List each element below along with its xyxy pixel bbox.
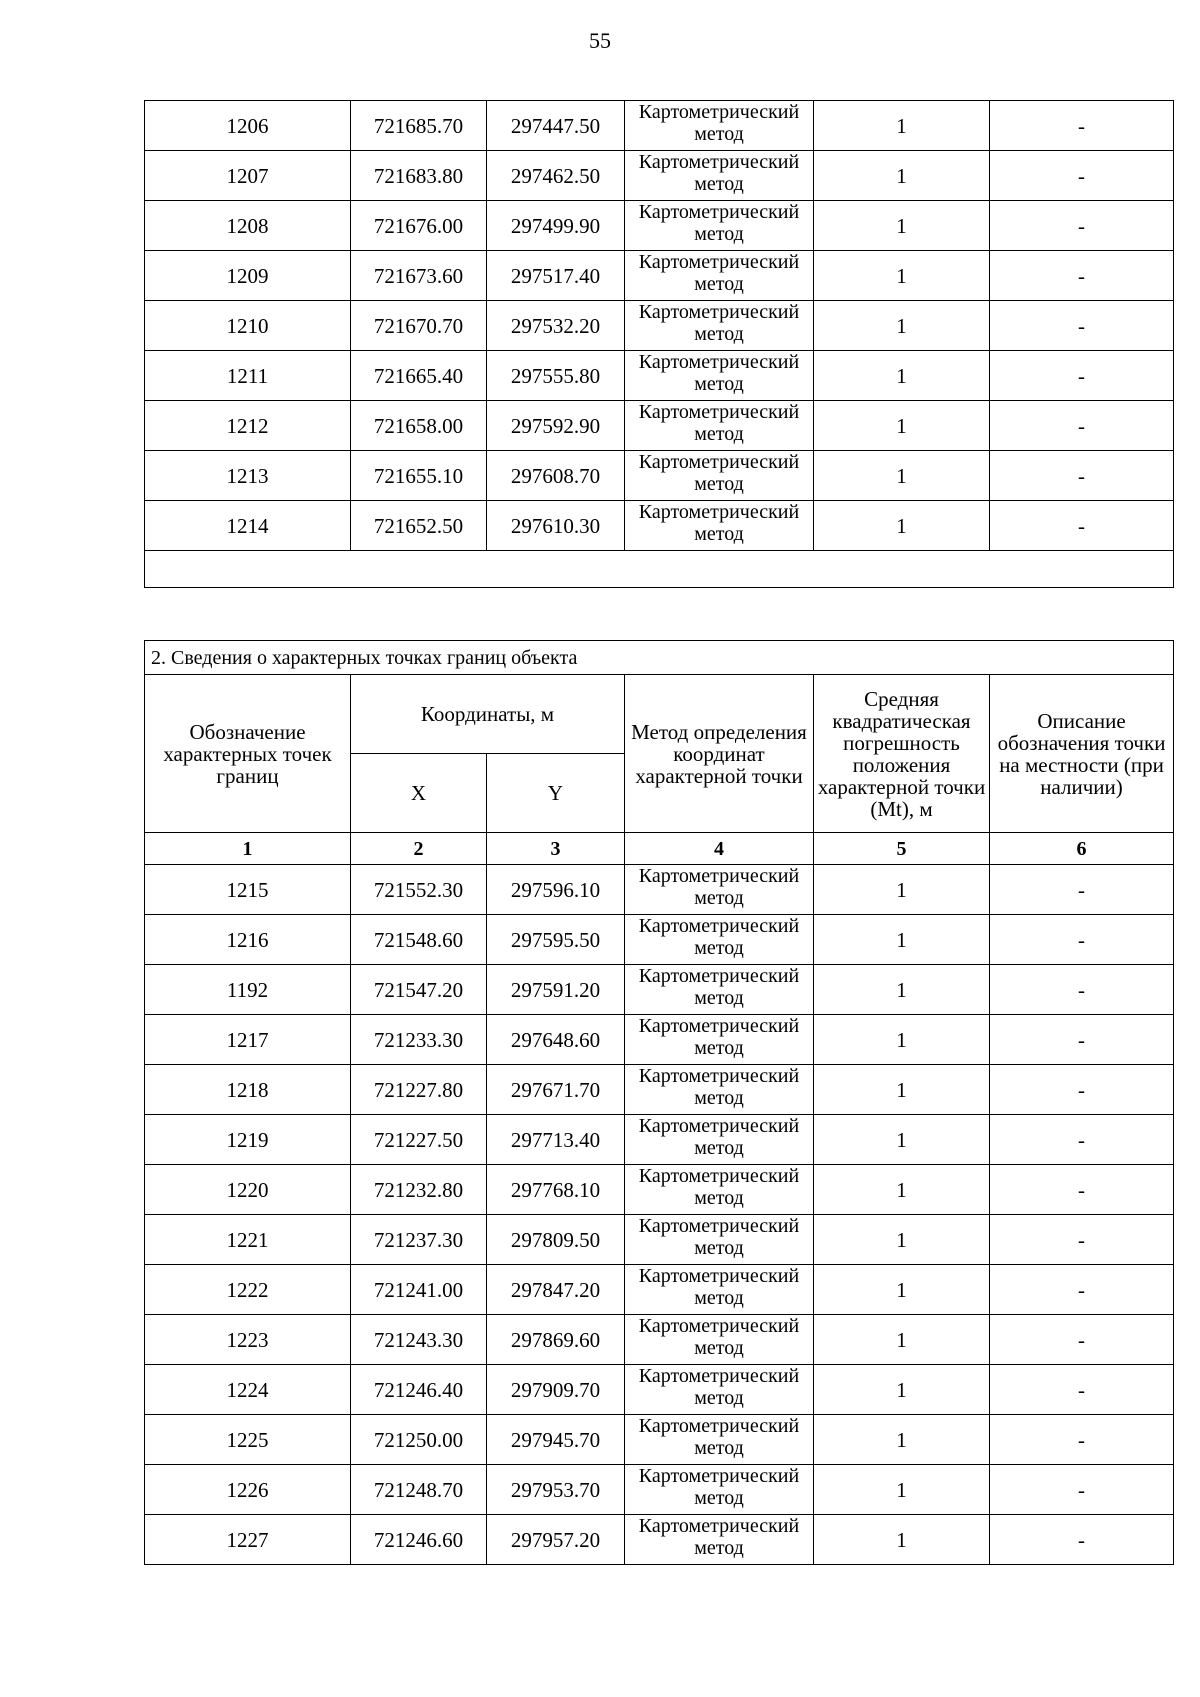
point-id-cell: 1220 (145, 1165, 351, 1215)
header-mean-error: Средняя квадратическая погрешность положения характерной точки (Mt), м (814, 675, 990, 833)
points-table-body (145, 865, 1174, 1565)
method-line: Картометрический (638, 101, 800, 123)
x-coordinate-cell: 721665.40 (351, 351, 487, 401)
method-line: метод (694, 323, 744, 345)
mean-error-cell: 1 (814, 915, 990, 965)
point-id-cell: 1210 (145, 301, 351, 351)
method-line: Картометрический (638, 1465, 800, 1487)
y-coordinate-cell: 297768.10 (487, 1165, 625, 1215)
y-coordinate-cell: 297595.50 (487, 915, 625, 965)
mean-error-cell: 1 (814, 451, 990, 501)
table-row (145, 501, 1174, 551)
method-line: Картометрический (638, 1165, 800, 1187)
table-row (145, 151, 1174, 201)
description-cell: - (990, 251, 1174, 301)
y-coordinate-cell: 297671.70 (487, 1065, 625, 1115)
method-line: Картометрический (638, 1215, 800, 1237)
point-id-cell: 1214 (145, 501, 351, 551)
header-x: X (351, 754, 487, 833)
method-line: метод (694, 273, 744, 295)
header-coordinates: Координаты, м (351, 675, 625, 754)
mean-error-cell: 1 (814, 1265, 990, 1315)
table-row (145, 1515, 1174, 1565)
method-line: метод (694, 1087, 744, 1109)
method-line: Картометрический (638, 865, 800, 887)
description-cell: - (990, 451, 1174, 501)
description-cell: - (990, 1215, 1174, 1265)
table-row (145, 1365, 1174, 1415)
x-coordinate-cell: 721227.50 (351, 1115, 487, 1165)
method-cell (625, 1015, 814, 1065)
method-line: Картометрический (638, 1415, 800, 1437)
table-row (145, 301, 1174, 351)
method-cell (625, 1065, 814, 1115)
point-id-cell: 1222 (145, 1265, 351, 1315)
method-line: метод (694, 1187, 744, 1209)
description-cell: - (990, 351, 1174, 401)
method-line: Картометрический (638, 1265, 800, 1287)
table-row (145, 1015, 1174, 1065)
x-coordinate-cell: 721685.70 (351, 101, 487, 151)
table-row (145, 1315, 1174, 1365)
method-line: метод (694, 373, 744, 395)
header-method: Метод определения координат характерной точки (625, 675, 814, 833)
method-cell (625, 451, 814, 501)
y-coordinate-cell: 297555.80 (487, 351, 625, 401)
method-line: Картометрический (638, 1365, 800, 1387)
y-coordinate-cell: 297648.60 (487, 1015, 625, 1065)
method-cell (625, 1415, 814, 1465)
x-coordinate-cell: 721243.30 (351, 1315, 487, 1365)
point-id-cell: 1226 (145, 1465, 351, 1515)
y-coordinate-cell: 297945.70 (487, 1415, 625, 1465)
description-cell: - (990, 401, 1174, 451)
method-line: метод (694, 1137, 744, 1159)
table-row (145, 1065, 1174, 1115)
description-cell: - (990, 1315, 1174, 1365)
method-line: Картометрический (638, 401, 800, 423)
description-cell: - (990, 1465, 1174, 1515)
table-row (145, 251, 1174, 301)
x-coordinate-cell: 721241.00 (351, 1265, 487, 1315)
method-line: метод (694, 1037, 744, 1059)
column-number: 3 (487, 833, 625, 865)
table-row (145, 865, 1174, 915)
y-coordinate-cell: 297847.20 (487, 1265, 625, 1315)
table-row (145, 1215, 1174, 1265)
points-table-section-2 (144, 640, 1174, 1565)
point-id-cell: 1212 (145, 401, 351, 451)
table-row (145, 1265, 1174, 1315)
method-line: метод (694, 1537, 744, 1559)
x-coordinate-cell: 721246.60 (351, 1515, 487, 1565)
method-line: Картометрический (638, 965, 800, 987)
description-cell: - (990, 1515, 1174, 1565)
y-coordinate-cell: 297610.30 (487, 501, 625, 551)
method-line: Картометрический (638, 1515, 800, 1537)
point-id-cell: 1192 (145, 965, 351, 1015)
method-cell (625, 1515, 814, 1565)
mean-error-cell: 1 (814, 1115, 990, 1165)
point-id-cell: 1223 (145, 1315, 351, 1365)
header-description: Описание обозначения точки на местности (при наличии) (990, 675, 1174, 833)
description-cell: - (990, 1265, 1174, 1315)
method-cell (625, 1365, 814, 1415)
method-line: метод (694, 523, 744, 545)
y-coordinate-cell: 297462.50 (487, 151, 625, 201)
empty-cell (145, 551, 1174, 588)
method-line: Картометрический (638, 1315, 800, 1337)
method-line: Картометрический (638, 915, 800, 937)
method-line: метод (694, 987, 744, 1009)
mean-error-cell: 1 (814, 151, 990, 201)
method-line: метод (694, 423, 744, 445)
method-line: Картометрический (638, 1015, 800, 1037)
method-cell (625, 151, 814, 201)
description-cell: - (990, 1165, 1174, 1215)
method-cell (625, 401, 814, 451)
section-caption-row (145, 641, 1174, 675)
mean-error-cell: 1 (814, 1065, 990, 1115)
method-line: Картометрический (638, 501, 800, 523)
x-coordinate-cell: 721250.00 (351, 1415, 487, 1465)
method-line: метод (694, 1237, 744, 1259)
point-id-cell: 1206 (145, 101, 351, 151)
mean-error-cell: 1 (814, 1415, 990, 1465)
column-number: 1 (145, 833, 351, 865)
method-cell (625, 1465, 814, 1515)
method-line: метод (694, 473, 744, 495)
points-table-continued (144, 100, 1174, 588)
header-y: Y (487, 754, 625, 833)
description-cell: - (990, 1065, 1174, 1115)
description-cell: - (990, 301, 1174, 351)
page-number: 55 (589, 28, 611, 53)
table-row (145, 915, 1174, 965)
method-line: Картометрический (638, 151, 800, 173)
method-cell (625, 1115, 814, 1165)
point-id-cell: 1218 (145, 1065, 351, 1115)
mean-error-cell: 1 (814, 351, 990, 401)
method-line: Картометрический (638, 351, 800, 373)
point-id-cell: 1221 (145, 1215, 351, 1265)
x-coordinate-cell: 721683.80 (351, 151, 487, 201)
empty-row (145, 551, 1174, 588)
method-line: метод (694, 887, 744, 909)
method-cell (625, 1265, 814, 1315)
method-line: Картометрический (638, 251, 800, 273)
section-title: 2. Сведения о характерных точках границ объекта (145, 641, 1174, 675)
x-coordinate-cell: 721676.00 (351, 201, 487, 251)
table-row (145, 451, 1174, 501)
method-cell (625, 301, 814, 351)
table-row (145, 351, 1174, 401)
mean-error-cell: 1 (814, 401, 990, 451)
y-coordinate-cell: 297447.50 (487, 101, 625, 151)
y-coordinate-cell: 297608.70 (487, 451, 625, 501)
x-coordinate-cell: 721673.60 (351, 251, 487, 301)
y-coordinate-cell: 297809.50 (487, 1215, 625, 1265)
x-coordinate-cell: 721658.00 (351, 401, 487, 451)
point-id-cell: 1211 (145, 351, 351, 401)
header-point-designation: Обозначение характерных точек границ (145, 675, 351, 833)
method-line: метод (694, 1387, 744, 1409)
mean-error-cell: 1 (814, 1015, 990, 1065)
method-line: метод (694, 173, 744, 195)
table-row (145, 401, 1174, 451)
method-cell (625, 1165, 814, 1215)
method-cell (625, 1315, 814, 1365)
description-cell: - (990, 501, 1174, 551)
method-cell (625, 865, 814, 915)
y-coordinate-cell: 297517.40 (487, 251, 625, 301)
y-coordinate-cell: 297592.90 (487, 401, 625, 451)
column-number: 4 (625, 833, 814, 865)
method-line: Картометрический (638, 301, 800, 323)
method-line: метод (694, 123, 744, 145)
mean-error-cell: 1 (814, 1215, 990, 1265)
mean-error-cell: 1 (814, 301, 990, 351)
mean-error-cell: 1 (814, 1465, 990, 1515)
table-row (145, 1115, 1174, 1165)
method-line: метод (694, 1487, 744, 1509)
mean-error-cell: 1 (814, 865, 990, 915)
x-coordinate-cell: 721548.60 (351, 915, 487, 965)
description-cell: - (990, 965, 1174, 1015)
x-coordinate-cell: 721670.70 (351, 301, 487, 351)
method-cell (625, 965, 814, 1015)
x-coordinate-cell: 721246.40 (351, 1365, 487, 1415)
y-coordinate-cell: 297953.70 (487, 1465, 625, 1515)
y-coordinate-cell: 297869.60 (487, 1315, 625, 1365)
y-coordinate-cell: 297596.10 (487, 865, 625, 915)
point-id-cell: 1225 (145, 1415, 351, 1465)
method-line: Картометрический (638, 201, 800, 223)
point-id-cell: 1213 (145, 451, 351, 501)
table-row (145, 965, 1174, 1015)
x-coordinate-cell: 721552.30 (351, 865, 487, 915)
method-line: Картометрический (638, 1115, 800, 1137)
table-row (145, 1165, 1174, 1215)
point-id-cell: 1207 (145, 151, 351, 201)
y-coordinate-cell: 297713.40 (487, 1115, 625, 1165)
description-cell: - (990, 1365, 1174, 1415)
y-coordinate-cell: 297909.70 (487, 1365, 625, 1415)
description-cell: - (990, 201, 1174, 251)
point-id-cell: 1227 (145, 1515, 351, 1565)
description-cell: - (990, 1115, 1174, 1165)
method-cell (625, 201, 814, 251)
description-cell: - (990, 915, 1174, 965)
table-row (145, 1465, 1174, 1515)
point-id-cell: 1217 (145, 1015, 351, 1065)
mean-error-cell: 1 (814, 201, 990, 251)
description-cell: - (990, 1415, 1174, 1465)
header-row-1 (145, 675, 1174, 754)
points-table-body (145, 101, 1174, 551)
description-cell: - (990, 101, 1174, 151)
y-coordinate-cell: 297591.20 (487, 965, 625, 1015)
column-number: 5 (814, 833, 990, 865)
method-line: Картометрический (638, 1065, 800, 1087)
point-id-cell: 1216 (145, 915, 351, 965)
table-row (145, 101, 1174, 151)
y-coordinate-cell: 297957.20 (487, 1515, 625, 1565)
x-coordinate-cell: 721232.80 (351, 1165, 487, 1215)
method-cell (625, 915, 814, 965)
x-coordinate-cell: 721655.10 (351, 451, 487, 501)
mean-error-cell: 1 (814, 1365, 990, 1415)
method-line: метод (694, 223, 744, 245)
x-coordinate-cell: 721233.30 (351, 1015, 487, 1065)
method-line: метод (694, 1287, 744, 1309)
y-coordinate-cell: 297499.90 (487, 201, 625, 251)
mean-error-cell: 1 (814, 501, 990, 551)
point-id-cell: 1215 (145, 865, 351, 915)
table-row (145, 201, 1174, 251)
method-cell (625, 251, 814, 301)
point-id-cell: 1208 (145, 201, 351, 251)
description-cell: - (990, 151, 1174, 201)
x-coordinate-cell: 721227.80 (351, 1065, 487, 1115)
method-line: метод (694, 1337, 744, 1359)
point-id-cell: 1209 (145, 251, 351, 301)
point-id-cell: 1219 (145, 1115, 351, 1165)
mean-error-cell: 1 (814, 965, 990, 1015)
mean-error-cell: 1 (814, 1515, 990, 1565)
method-cell (625, 1215, 814, 1265)
description-cell: - (990, 865, 1174, 915)
column-numbers-row (145, 833, 1174, 865)
mean-error-cell: 1 (814, 101, 990, 151)
point-id-cell: 1224 (145, 1365, 351, 1415)
x-coordinate-cell: 721248.70 (351, 1465, 487, 1515)
y-coordinate-cell: 297532.20 (487, 301, 625, 351)
column-number: 2 (351, 833, 487, 865)
description-cell: - (990, 1015, 1174, 1065)
x-coordinate-cell: 721547.20 (351, 965, 487, 1015)
method-cell (625, 101, 814, 151)
x-coordinate-cell: 721237.30 (351, 1215, 487, 1265)
method-cell (625, 351, 814, 401)
method-line: метод (694, 937, 744, 959)
column-number: 6 (990, 833, 1174, 865)
table-row (145, 1415, 1174, 1465)
method-line: Картометрический (638, 451, 800, 473)
x-coordinate-cell: 721652.50 (351, 501, 487, 551)
method-line: метод (694, 1437, 744, 1459)
mean-error-cell: 1 (814, 1165, 990, 1215)
mean-error-cell: 1 (814, 1315, 990, 1365)
mean-error-cell: 1 (814, 251, 990, 301)
method-cell (625, 501, 814, 551)
